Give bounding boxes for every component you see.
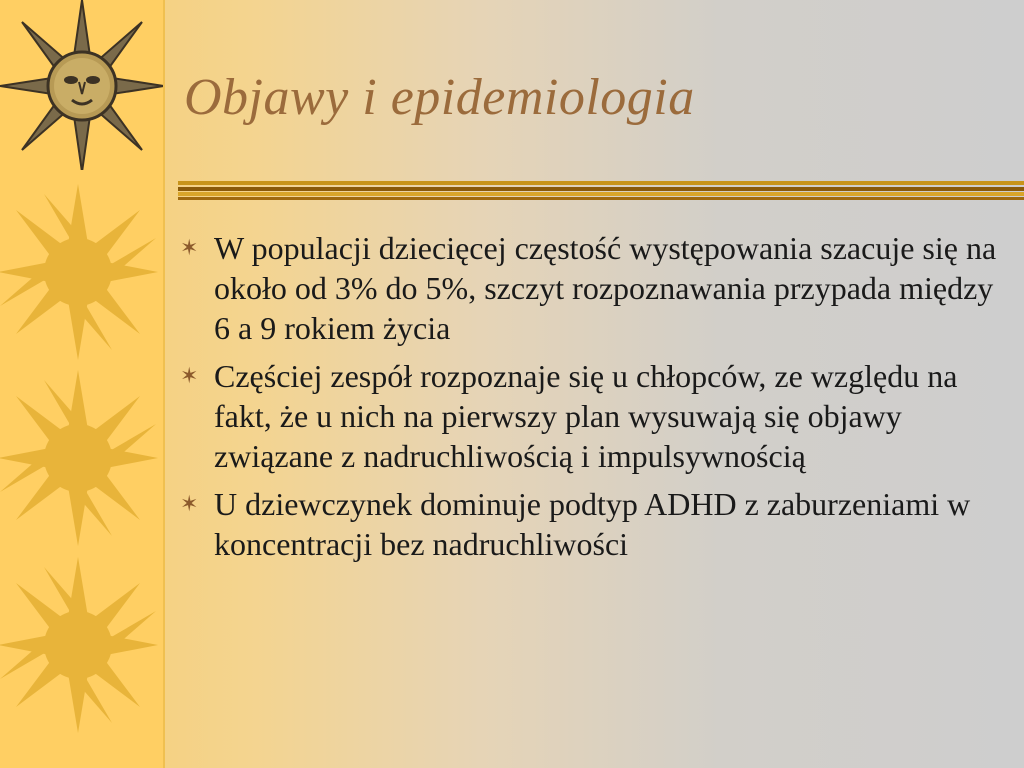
sun-icon	[0, 368, 163, 548]
bullet-list	[180, 228, 1010, 572]
sun-icon	[0, 555, 163, 735]
star-bullet-icon: ✶	[180, 363, 199, 388]
bullet-text: W populacji dziecięcej częstość występowania szacuje się na około od 3% do 5%, szczyt rozpoznawania przypada między 6 a 9 rokiem życia	[214, 230, 997, 346]
decorative-left-band	[0, 0, 165, 768]
star-bullet-icon: ✶	[180, 491, 199, 516]
list-item	[180, 228, 1010, 348]
sun-face-icon	[0, 0, 163, 170]
list-item	[180, 356, 1010, 476]
bullet-text: U dziewczynek dominuje podtyp ADHD z zaburzeniami w koncentracji bez nadruchliwości	[214, 486, 971, 562]
slide-title: Objawy i epidemiologia	[184, 69, 695, 126]
sun-icon	[0, 182, 163, 362]
star-bullet-icon: ✶	[180, 235, 199, 260]
title-divider	[178, 181, 1024, 203]
bullet-text: Częściej zespół rozpoznaje się u chłopców, ze względu na fakt, że u nich na pierwszy plan wysuwają się objawy związane z nadruchliwością i impulsywnością	[214, 358, 958, 474]
list-item	[180, 484, 1010, 564]
